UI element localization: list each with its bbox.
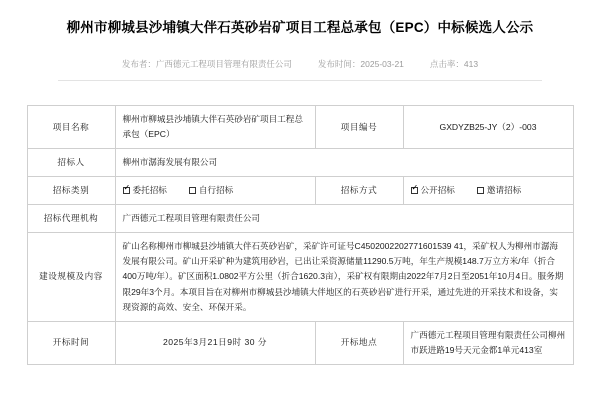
- bid-open-time-label: 开标时间: [27, 321, 115, 364]
- checkbox-empty-icon[interactable]: [477, 187, 484, 194]
- agency-value: 广西德元工程项目管理有限责任公司: [115, 205, 573, 233]
- tender-type-value: [115, 177, 315, 205]
- table-row: [27, 205, 573, 233]
- project-name-value: 柳州市柳城县沙埔镇大伴石英砂岩矿项目工程总承包（EPC）: [115, 106, 315, 149]
- table-row: [27, 149, 573, 177]
- tender-method-option-invited[interactable]: [477, 183, 521, 198]
- views-label: 点击率：: [429, 59, 464, 70]
- publish-time-meta: [318, 58, 404, 70]
- scale-label: 建设规模及内容: [27, 233, 115, 321]
- document-meta: [18, 38, 582, 76]
- agency-label: 招标代理机构: [27, 205, 115, 233]
- tender-method-label: 招标方式: [315, 177, 403, 205]
- bid-open-place-label: 开标地点: [315, 321, 403, 364]
- publish-time-label: 发布时间：: [317, 59, 361, 70]
- bid-open-place-value: 广西德元工程项目管理有限责任公司柳州市跃进路19号天元金都1单元413室: [403, 321, 573, 364]
- tender-type-label: 招标类别: [27, 177, 115, 205]
- tender-method-value: [403, 177, 573, 205]
- tender-type-option-self[interactable]: [189, 183, 233, 198]
- tender-method-option-public[interactable]: [411, 183, 455, 198]
- table-row: [27, 177, 573, 205]
- tenderer-value: 柳州市潺海发展有限公司: [115, 149, 573, 177]
- views-value: 413: [463, 59, 479, 70]
- publisher-meta: [122, 58, 292, 70]
- table-row: [27, 233, 573, 321]
- project-name-label: 项目名称: [27, 106, 115, 149]
- publisher-value: 广西德元工程项目管理有限责任公司: [155, 59, 292, 70]
- scale-value: 矿山名称柳州市柳城县沙埔镇大伴石英砂岩矿，采矿许可证号C4502002202771601539 41，采矿权人为柳州市潺海发展有限公司。矿山开采矿种为建筑用砂岩，已出让采资源储量11290.5万吨，年生产规模148.7万立方米/年（折合400万吨/年）。矿区面积1.0802平方公里（折合1620.3亩），采矿权有限期由2022年7月2日至2051年10月4日。服务期限29年3个月。本项目旨在对柳州市柳城县沙埔镇大伴地区的石英砂岩矿进行开采，通过先进的开采技术和设备，实现资源的高效、安全、环保开采。: [115, 233, 573, 321]
- project-code-label: 项目编号: [315, 106, 403, 149]
- tender-type-option-self-label: 自行招标: [198, 185, 234, 196]
- checkbox-checked-icon[interactable]: [123, 187, 130, 194]
- tender-type-option-entrusted-label: 委托招标: [132, 185, 167, 196]
- tenderer-label: 招标人: [27, 149, 115, 177]
- publisher-label: 发布者：: [121, 59, 156, 70]
- checkbox-checked-icon[interactable]: [411, 187, 418, 194]
- header-divider: [58, 80, 542, 81]
- tender-type-option-entrusted[interactable]: [123, 183, 167, 198]
- publish-time-value: 2025-03-21: [360, 59, 404, 70]
- project-info-table: [27, 105, 574, 364]
- page-title: 柳州市柳城县沙埔镇大伴石英砂岩矿项目工程总承包（EPC）中标候选人公示: [66, 20, 534, 35]
- bid-open-time-value: 2025年3月21日9时 30 分: [115, 321, 315, 364]
- table-row: [27, 321, 573, 364]
- tender-method-option-public-label: 公开招标: [420, 185, 455, 196]
- checkbox-empty-icon[interactable]: [189, 187, 196, 194]
- project-code-value: GXDYZB25-JY（2）-003: [403, 106, 573, 149]
- table-row: [27, 106, 573, 149]
- tender-method-option-invited-label: 邀请招标: [486, 185, 522, 196]
- views-meta: [430, 58, 478, 70]
